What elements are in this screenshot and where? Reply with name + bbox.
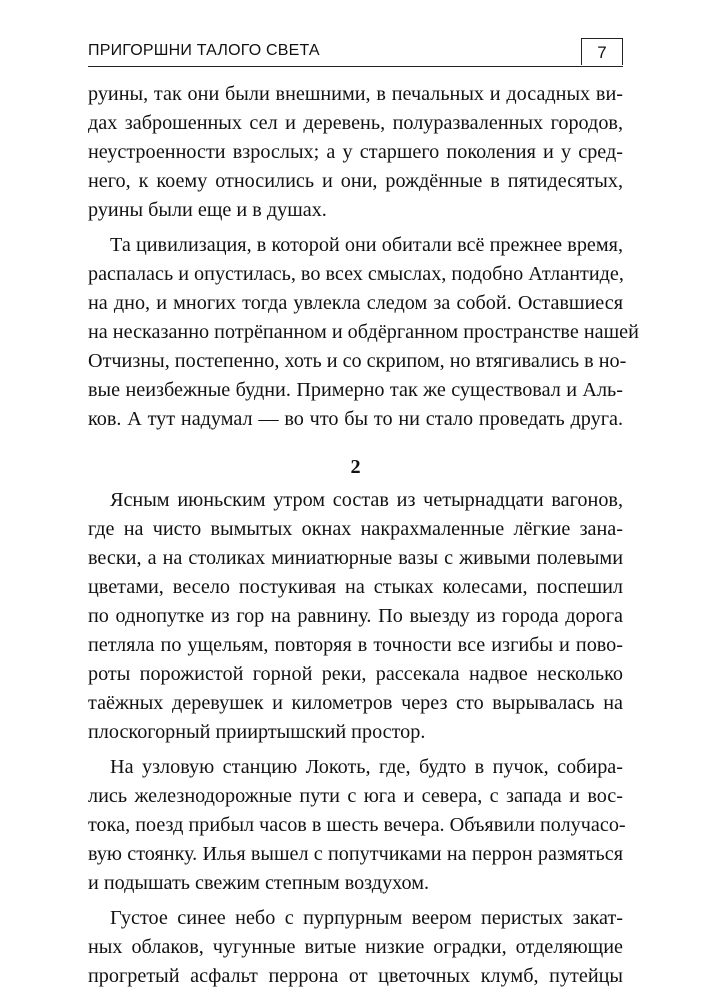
text-line: прогретый асфальт перрона от цветочных клумб, путейцы — [88, 965, 623, 987]
text-line: Ясным июньским утром состав из четырнадцати вагонов, — [110, 489, 623, 511]
paragraph — [88, 486, 623, 747]
text-line: дах заброшенных сел и деревень, полуразваленных городов, — [88, 112, 623, 134]
text-line: На узловую станцию Локоть, где, будто в пучок, собира- — [110, 756, 623, 778]
paragraph — [88, 80, 623, 225]
text-line: неустроенности взрослых; а у старшего поколения и у сред- — [88, 141, 623, 163]
paragraph — [88, 753, 626, 898]
text-line: на дно, и многих тогда увлекла следом за собой. Оставшиеся — [88, 292, 623, 314]
text-line: цветами, весело постукивая на стыках колесами, поспешил — [88, 576, 623, 598]
text-line: на несказанно потрёпанном и обдёрганном пространстве нашей — [88, 321, 639, 343]
text-line: роты порожистой горной реки, рассекала надвое несколько — [88, 663, 623, 685]
text-line: где на чисто вымытых окнах накрахмаленные лёгкие зана- — [88, 518, 623, 540]
text-line: вески, а на столиках миниатюрные вазы с живыми полевыми — [88, 547, 623, 569]
paragraph — [88, 904, 623, 991]
text-line: тока, поезд прибыл часов в шесть вечера. Объявили получасо- — [88, 814, 626, 836]
text-line: лись железнодорожные пути с юга и севера, с запада и вос- — [88, 785, 623, 807]
text-line: руины были еще и в душах. — [88, 199, 327, 221]
text-line: распалась и опустилась, во всех смыслах, подобно Атлантиде, — [88, 263, 624, 285]
running-header — [88, 38, 623, 67]
text-line: ных облаков, чугунные витые низкие оградки, отделяющие — [88, 936, 623, 958]
text-line: ков. А тут надумал — во что бы то ни стало проведать друга. — [88, 408, 623, 430]
text-line: плоскогорный прииртышский простор. — [88, 721, 426, 743]
text-line: и подышать свежим степным воздухом. — [88, 872, 430, 894]
paragraph — [88, 231, 639, 434]
chapter-number: 2 — [350, 456, 361, 478]
text-line: Густое синее небо с пурпурным веером перистых закат- — [110, 907, 623, 929]
text-line: по однопутке из гор на равнину. По выезду из города дорога — [88, 605, 623, 627]
text-line: петляла по ущельям, повторяя в точности все изгибы и пово- — [88, 634, 623, 656]
running-title: ПРИГОРШНИ ТАЛОГО СВЕТА — [88, 42, 320, 59]
page-number: 7 — [581, 38, 623, 65]
text-line: вую стоянку. Илья вышел с попутчиками на перрон размяться — [88, 843, 623, 865]
text-line: таёжных деревушек и километров через сто вырывалась на — [88, 692, 623, 714]
page-body — [88, 80, 639, 991]
text-line: Отчизны, постепенно, хоть и со скрипом, но втягивались в но- — [88, 350, 627, 372]
text-line: вые неизбежные будни. Примерно так же существовал и Аль- — [88, 379, 623, 401]
text-line: Та цивилизация, в которой они обитали всё прежнее время, — [110, 234, 623, 256]
text-line: руины, так они были внешними, в печальных и досадных ви- — [88, 83, 623, 105]
text-line: него, к коему относились и они, рождённые в пятидесятых, — [88, 170, 623, 192]
